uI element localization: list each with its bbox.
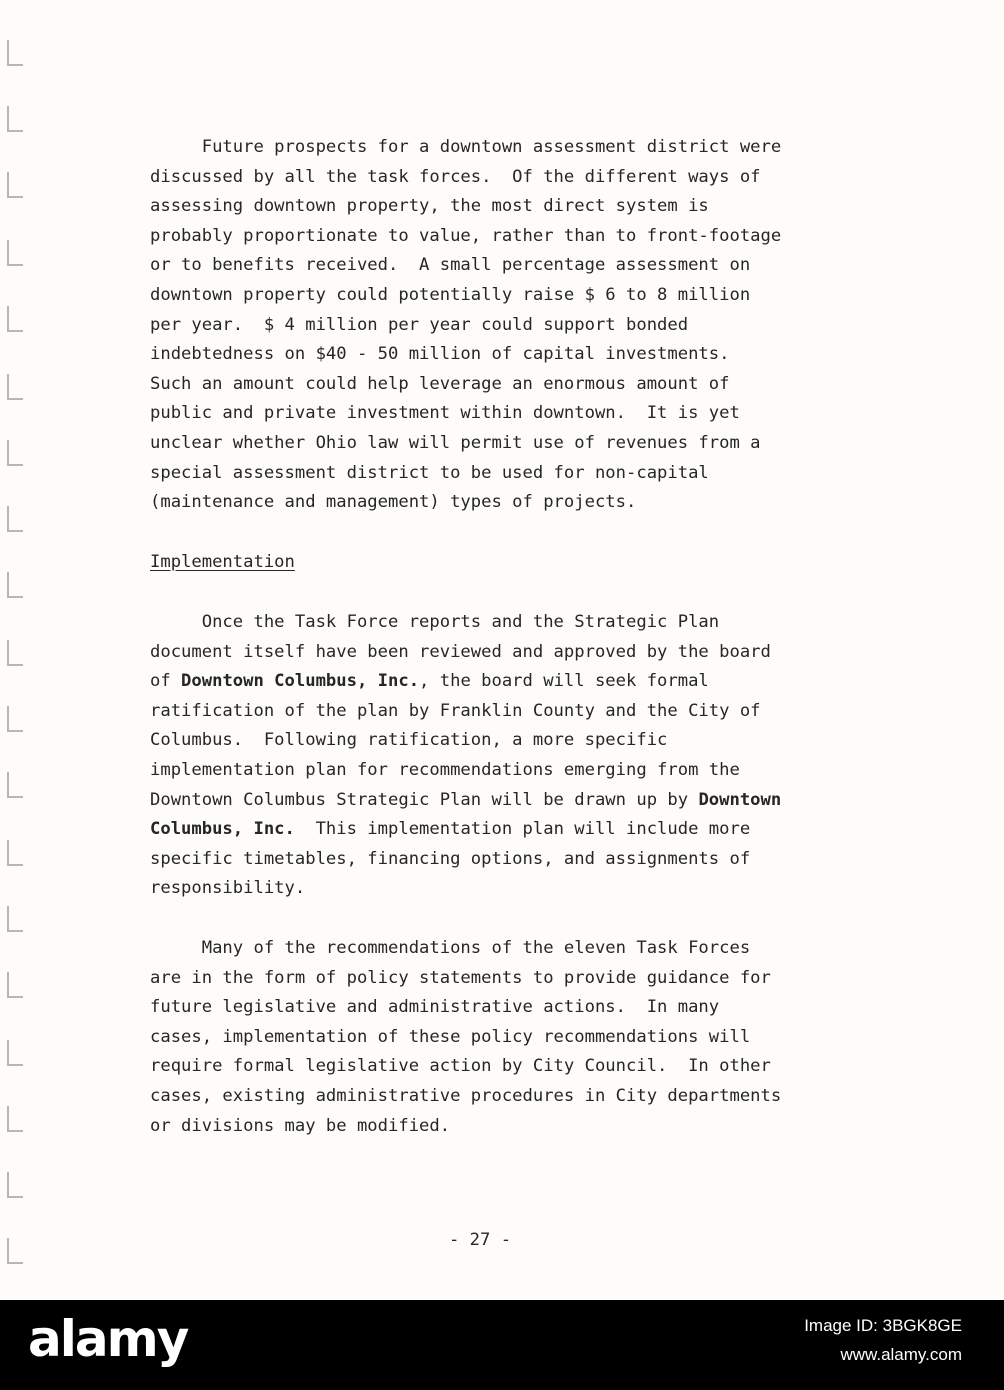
text-line: or to benefits received. A small percentage assessment on <box>150 255 751 276</box>
text-line: require formal legislative action by City Council. In other <box>150 1056 771 1077</box>
text-line: implementation plan for recommendations emerging from the <box>150 759 740 780</box>
page-number: - 27 - <box>448 1230 512 1250</box>
margin-tick <box>7 906 9 932</box>
margin-tick <box>7 572 9 598</box>
text-line: cases, existing administrative procedures in City departments <box>150 1085 782 1106</box>
paragraph-recommendations <box>150 934 880 1141</box>
text-line: unclear whether Ohio law will permit use of revenues from a <box>150 432 761 453</box>
margin-tick <box>7 972 9 998</box>
text-line: assessing downtown property, the most direct system is <box>150 196 709 217</box>
text-line: are in the form of policy statements to provide guidance for <box>150 967 771 988</box>
margin-tick <box>7 40 9 66</box>
site-url-link[interactable]: www.alamy.com <box>840 1345 962 1364</box>
text-line: Future prospects for a downtown assessment district were <box>150 137 782 157</box>
text-line: Columbus. Following ratification, a more specific <box>150 730 668 751</box>
text-line: ratification of the plan by Franklin County and the City of <box>150 700 761 721</box>
text-line: downtown property could potentially raise $ 6 to 8 million <box>150 284 751 305</box>
text-line: special assessment district to be used for non-capital <box>150 462 709 483</box>
margin-tick <box>7 374 9 400</box>
margin-tick <box>7 240 9 266</box>
margin-tick <box>7 640 9 666</box>
image-id-label: Image ID: 3BGK8GE <box>804 1316 962 1335</box>
text-line: document itself have been reviewed and approved by the board <box>150 641 771 662</box>
bold-organization-name: Downtown <box>698 789 782 810</box>
text-fragment: Downtown Columbus Strategic Plan will be drawn up by <box>150 789 699 810</box>
margin-tick <box>7 306 9 332</box>
text-line: probably proportionate to value, rather than to front-footage <box>150 225 782 246</box>
text-line <box>150 790 781 810</box>
margin-tick <box>7 106 9 132</box>
text-line <box>150 671 709 691</box>
watermark-footer <box>0 1300 1004 1390</box>
text-line: Many of the recommendations of the eleven Task Forces <box>150 938 751 958</box>
text-fragment: of <box>150 671 182 692</box>
text-line: per year. $ 4 million per year could support bonded <box>150 314 689 335</box>
text-line: or divisions may be modified. <box>150 1115 451 1136</box>
alamy-logo: alamy <box>28 1310 188 1368</box>
text-line: responsibility. <box>150 878 306 899</box>
text-fragment: This implementation plan will include more <box>294 819 751 840</box>
text-line <box>150 819 750 839</box>
margin-tick <box>7 1172 9 1198</box>
margin-tick <box>7 772 9 798</box>
text-fragment: , the board will seek formal <box>419 671 709 692</box>
bold-organization-name: Columbus, Inc. <box>150 819 295 840</box>
margin-tick <box>7 440 9 466</box>
paragraph-implementation <box>150 608 880 904</box>
margin-tick <box>7 706 9 732</box>
text-line: discussed by all the task forces. Of the different ways of <box>150 166 761 187</box>
text-line: cases, implementation of these policy recommendations will <box>150 1026 751 1047</box>
text-line: (maintenance and management) types of projects. <box>150 492 637 513</box>
margin-tick <box>7 506 9 532</box>
margin-tick <box>7 840 9 866</box>
margin-tick <box>7 172 9 198</box>
margin-tick <box>7 1040 9 1066</box>
margin-tick <box>7 1106 9 1132</box>
text-line: public and private investment within downtown. It is yet <box>150 403 740 424</box>
paragraph-assessment-district <box>150 133 880 518</box>
text-line: specific timetables, financing options, and assignments of <box>150 848 751 869</box>
text-line: Such an amount could help leverage an enormous amount of <box>150 373 730 394</box>
text-line: indebtedness on $40 - 50 million of capital investments. <box>150 344 730 365</box>
section-heading: Implementation <box>150 552 295 572</box>
bold-organization-name: Downtown Columbus, Inc. <box>181 671 420 692</box>
text-line: future legislative and administrative actions. In many <box>150 997 720 1018</box>
text-line: Once the Task Force reports and the Strategic Plan <box>150 612 720 632</box>
